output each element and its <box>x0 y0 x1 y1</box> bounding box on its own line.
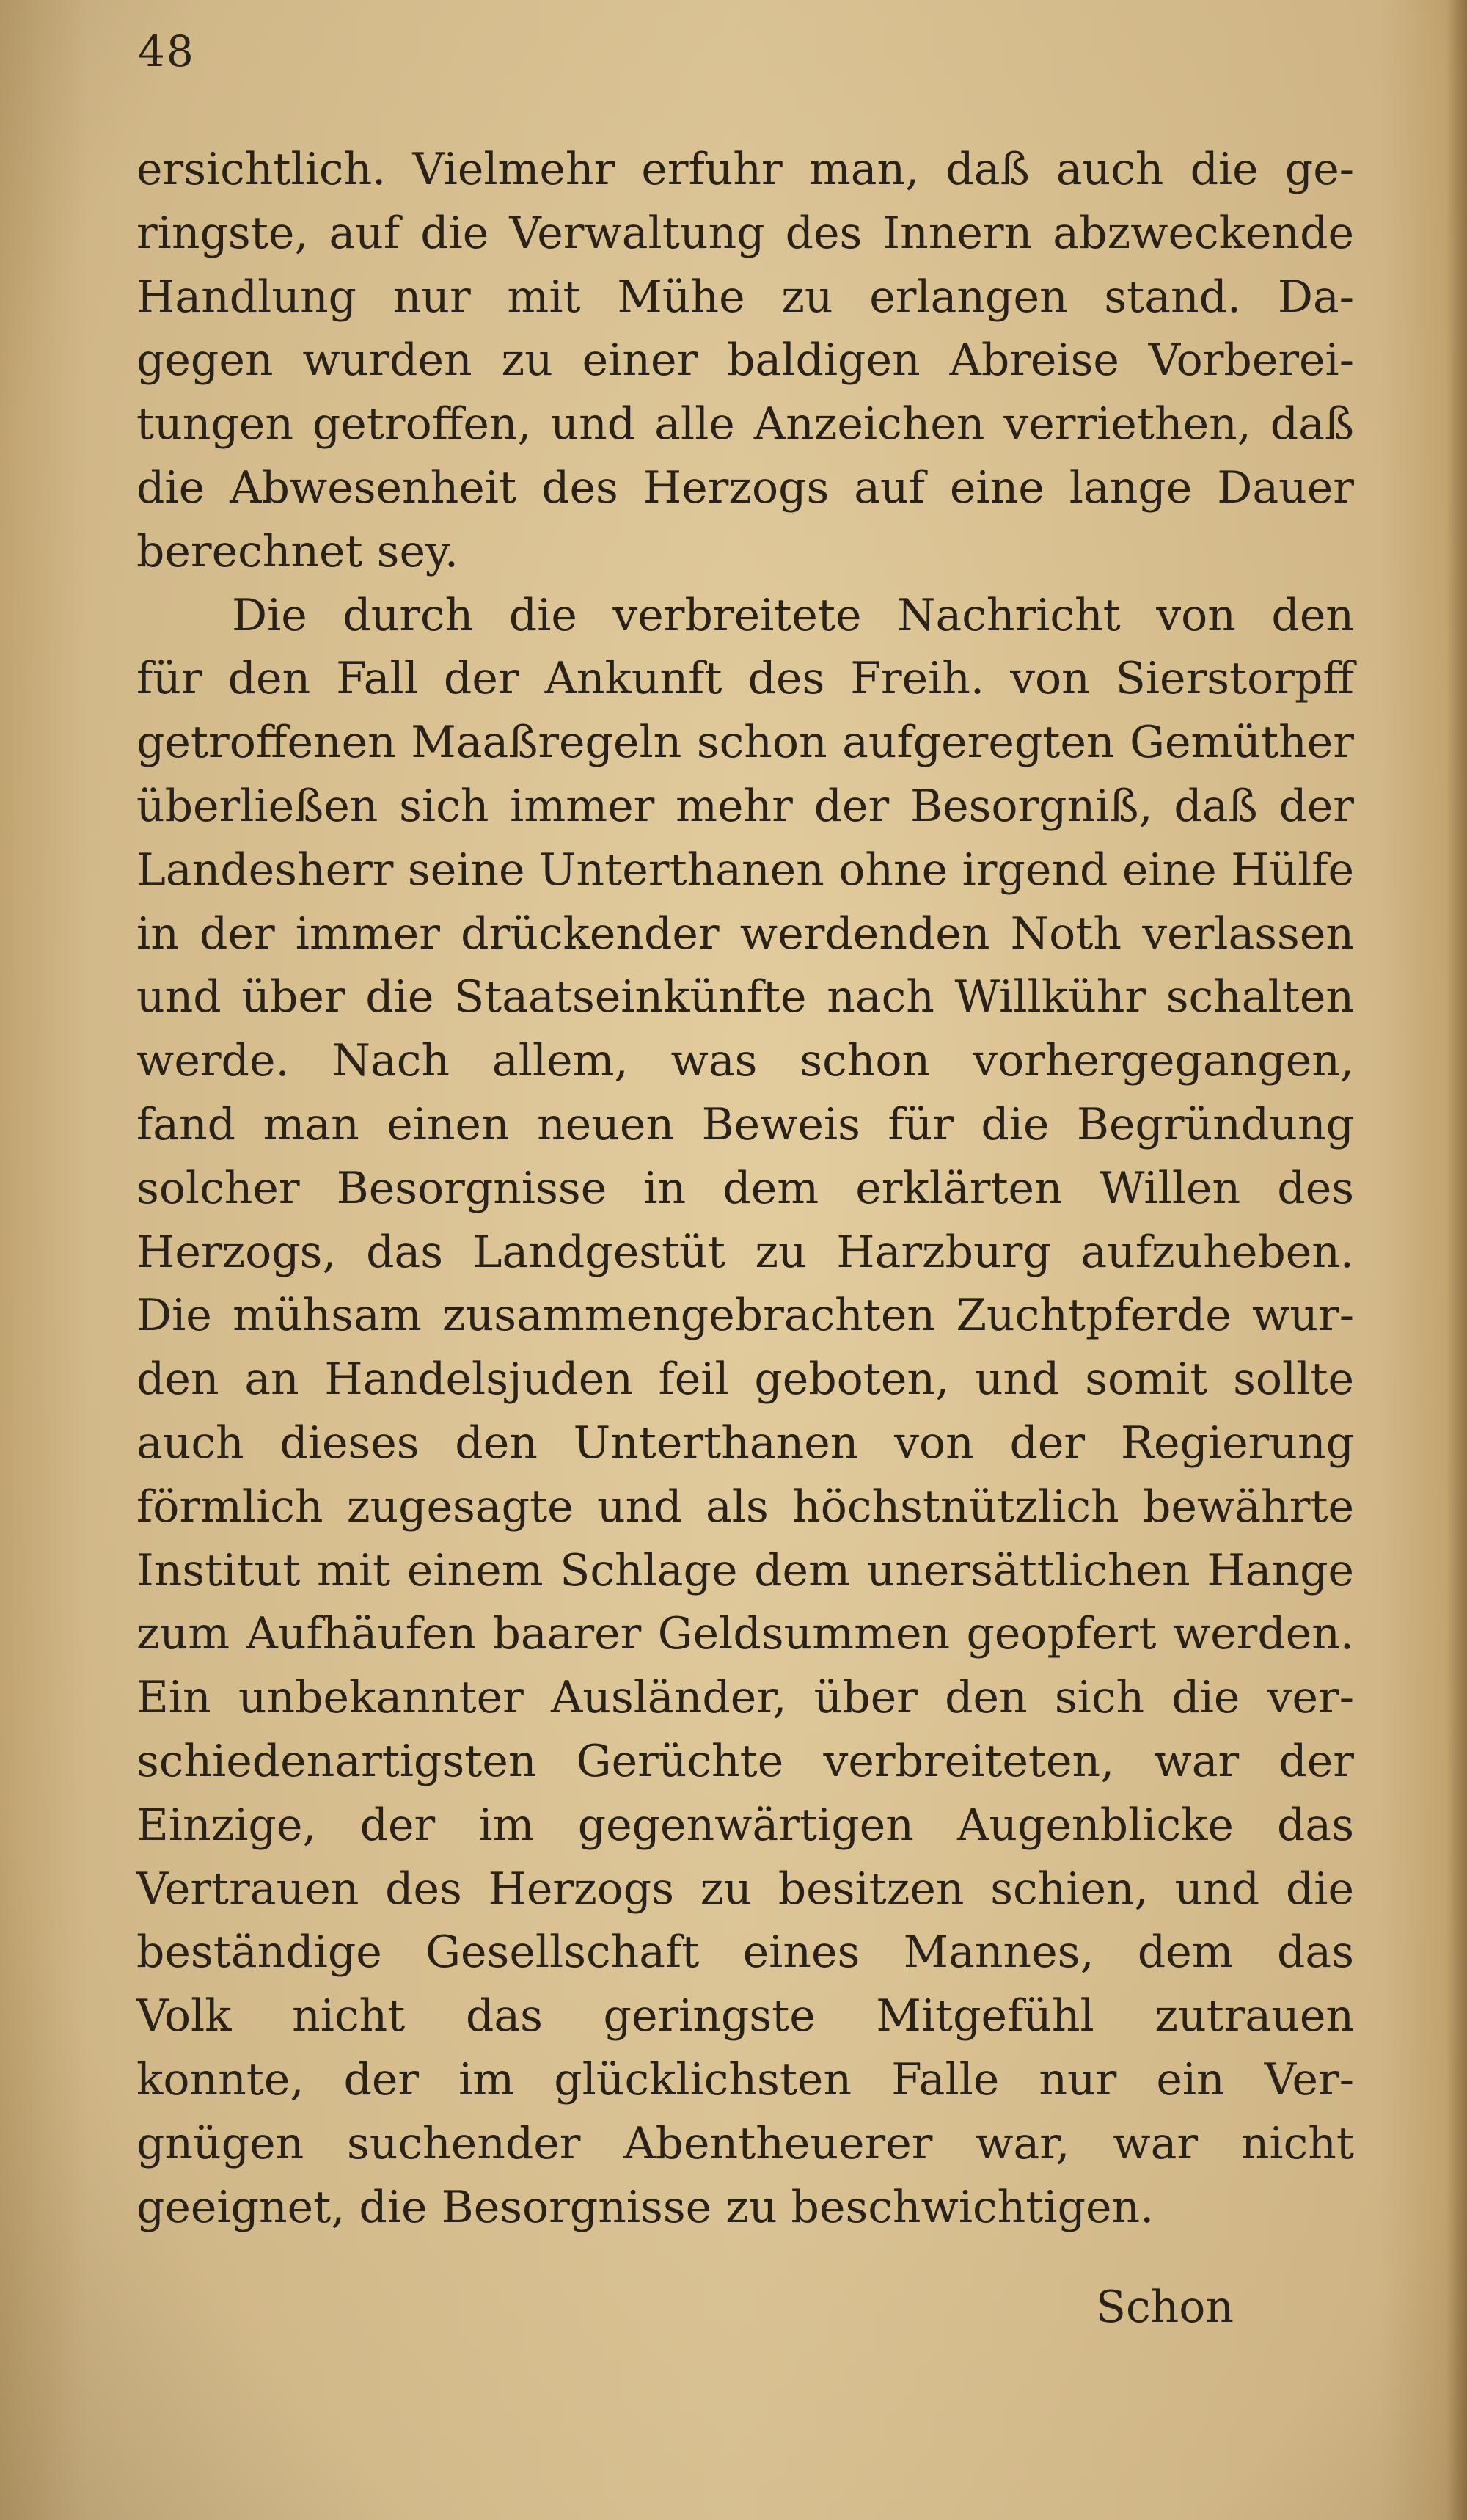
text-line: auch dieses den Unterthanen von der Regierung <box>136 1417 1354 1469</box>
text-line: gnügen suchender Abentheuerer war, war nicht <box>136 2117 1354 2169</box>
text-line: Die mühsam zusammengebrachten Zuchtpferde wur- <box>136 1290 1354 1342</box>
text-line: ringste, auf die Verwaltung des Innern abzweckende <box>136 207 1354 259</box>
text-line: Institut mit einem Schlage dem unersättlichen Hange <box>136 1544 1354 1596</box>
text-line: getroffenen Maaßregeln schon aufgeregten Gemüther <box>136 717 1354 769</box>
text-line: werde. Nach allem, was schon vorhergegangen, <box>136 1035 1354 1087</box>
text-line: beständige Gesellschaft eines Mannes, dem das <box>136 1926 1354 1979</box>
text-line: Ein unbekannter Ausländer, über den sich die ver- <box>136 1672 1354 1724</box>
text-line: Einzige, der im gegenwärtigen Augenblicke das <box>136 1799 1354 1851</box>
page-number: 48 <box>138 26 195 76</box>
text-line: Landesherr seine Unterthanen ohne irgend eine Hülfe <box>136 844 1354 896</box>
text-line: den an Handelsjuden feil geboten, und somit sollte <box>136 1354 1354 1406</box>
page-edge-shadow <box>1446 0 1467 2520</box>
text-line: geeignet, die Besorgnisse zu beschwichtigen. <box>136 2181 1155 2233</box>
text-line: zum Aufhäufen baarer Geldsummen geopfert werden. <box>136 1608 1354 1660</box>
text-line: Die durch die verbreitete Nachricht von den <box>232 589 1354 641</box>
text-line: für den Fall der Ankunft des Freih. von Sierstorpff <box>136 653 1354 705</box>
text-line: solcher Besorgnisse in dem erklärten Willen des <box>136 1162 1354 1214</box>
text-line: konnte, der im glücklichsten Falle nur ein Ver- <box>136 2053 1354 2106</box>
text-line: ersichtlich. Vielmehr erfuhr man, daß auch die ge- <box>136 144 1354 195</box>
text-line: fand man einen neuen Beweis für die Begründung <box>136 1098 1354 1150</box>
text-line: Vertrauen des Herzogs zu besitzen schien, und die <box>136 1863 1354 1915</box>
text-line: schiedenartigsten Gerüchte verbreiteten, war der <box>136 1735 1354 1787</box>
text-line: Handlung nur mit Mühe zu erlangen stand. Da- <box>136 271 1354 323</box>
text-line: Volk nicht das geringste Mitgefühl zutrauen <box>136 1990 1354 2042</box>
text-line: überließen sich immer mehr der Besorgniß, daß der <box>136 780 1354 832</box>
text-line: gegen wurden zu einer baldigen Abreise Vorberei- <box>136 335 1354 387</box>
catchword: Schon <box>1095 2282 1234 2333</box>
text-line: in der immer drückender werdenden Noth verlassen <box>136 907 1354 960</box>
text-line: Herzogs, das Landgestüt zu Harzburg aufzuheben. <box>136 1226 1354 1278</box>
text-line: tungen getroffen, und alle Anzeichen verriethen, daß <box>136 398 1354 450</box>
text-line: förmlich zugesagte und als höchstnützlich bewährte <box>136 1480 1354 1533</box>
text-line: und über die Staatseinkünfte nach Willkühr schalten <box>136 971 1354 1023</box>
text-line: die Abwesenheit des Herzogs auf eine lange Dauer <box>136 461 1354 514</box>
text-line: berechnet sey. <box>136 525 458 577</box>
body-text <box>136 138 1354 2239</box>
